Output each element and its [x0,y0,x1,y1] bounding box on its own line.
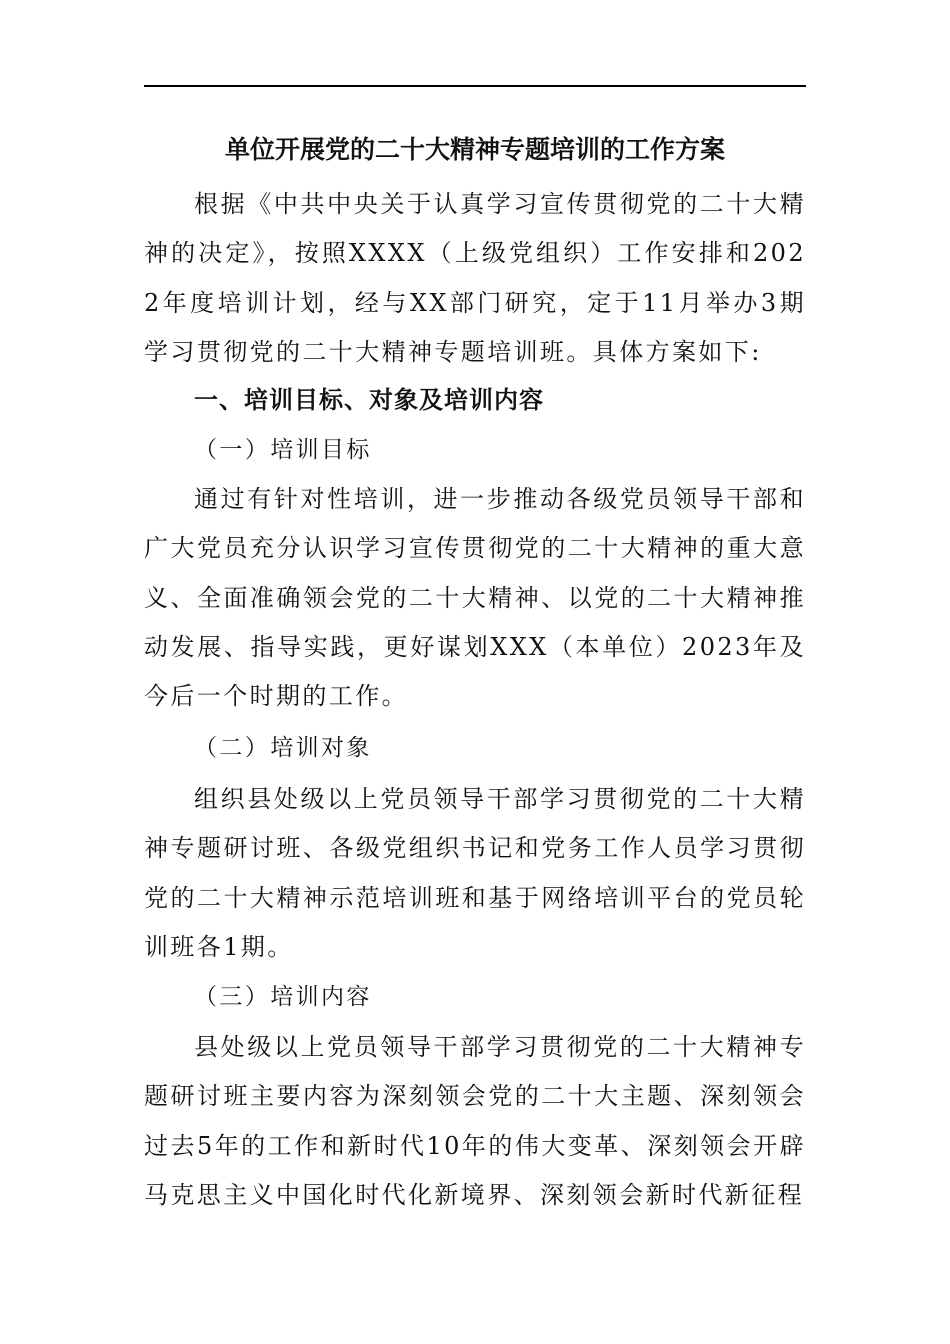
content-paragraph: 县处级以上党员领导干部学习贯彻党的二十大精神专题研讨班主要内容为深刻领会党的二十大主题、深刻领会过去5年的工作和新时代10年的伟大变革、深刻领会开辟马克思主义中国化时代化新境界、深刻领会新时代新征程 [144,1033,806,1209]
goals-paragraph: 通过有针对性培训，进一步推动各级党员领导干部和广大党员充分认识学习宣传贯彻党的二十大精神的重大意义、全面准确领会党的二十大精神、以党的二十大精神推动发展、指导实践，更好谋划XXX（本单位）2023年及今后一个时期的工作。 [144,485,806,711]
subsection-heading-content: （三）培训内容 [194,984,372,1010]
header-rule [144,85,806,87]
subsection-heading-audience: （二）培训对象 [194,735,372,761]
section-heading-1: 一、培训目标、对象及培训内容 [194,386,544,414]
intro-paragraph: 根据《中共中央关于认真学习宣传贯彻党的二十大精神的决定》，按照XXXX（上级党组织）工作安排和2022年度培训计划，经与XX部门研究，定于11月举办3期学习贯彻党的二十大精神专题培训班。具体方案如下: [144,190,806,366]
document-title: 单位开展党的二十大精神专题培训的工作方案 [224,135,725,164]
subsection-heading-goals: （一）培训目标 [194,437,372,463]
audience-paragraph: 组织县处级以上党员领导干部学习贯彻党的二十大精神专题研讨班、各级党组织书记和党务工作人员学习贯彻党的二十大精神示范培训班和基于网络培训平台的党员轮训班各1期。 [144,785,806,961]
